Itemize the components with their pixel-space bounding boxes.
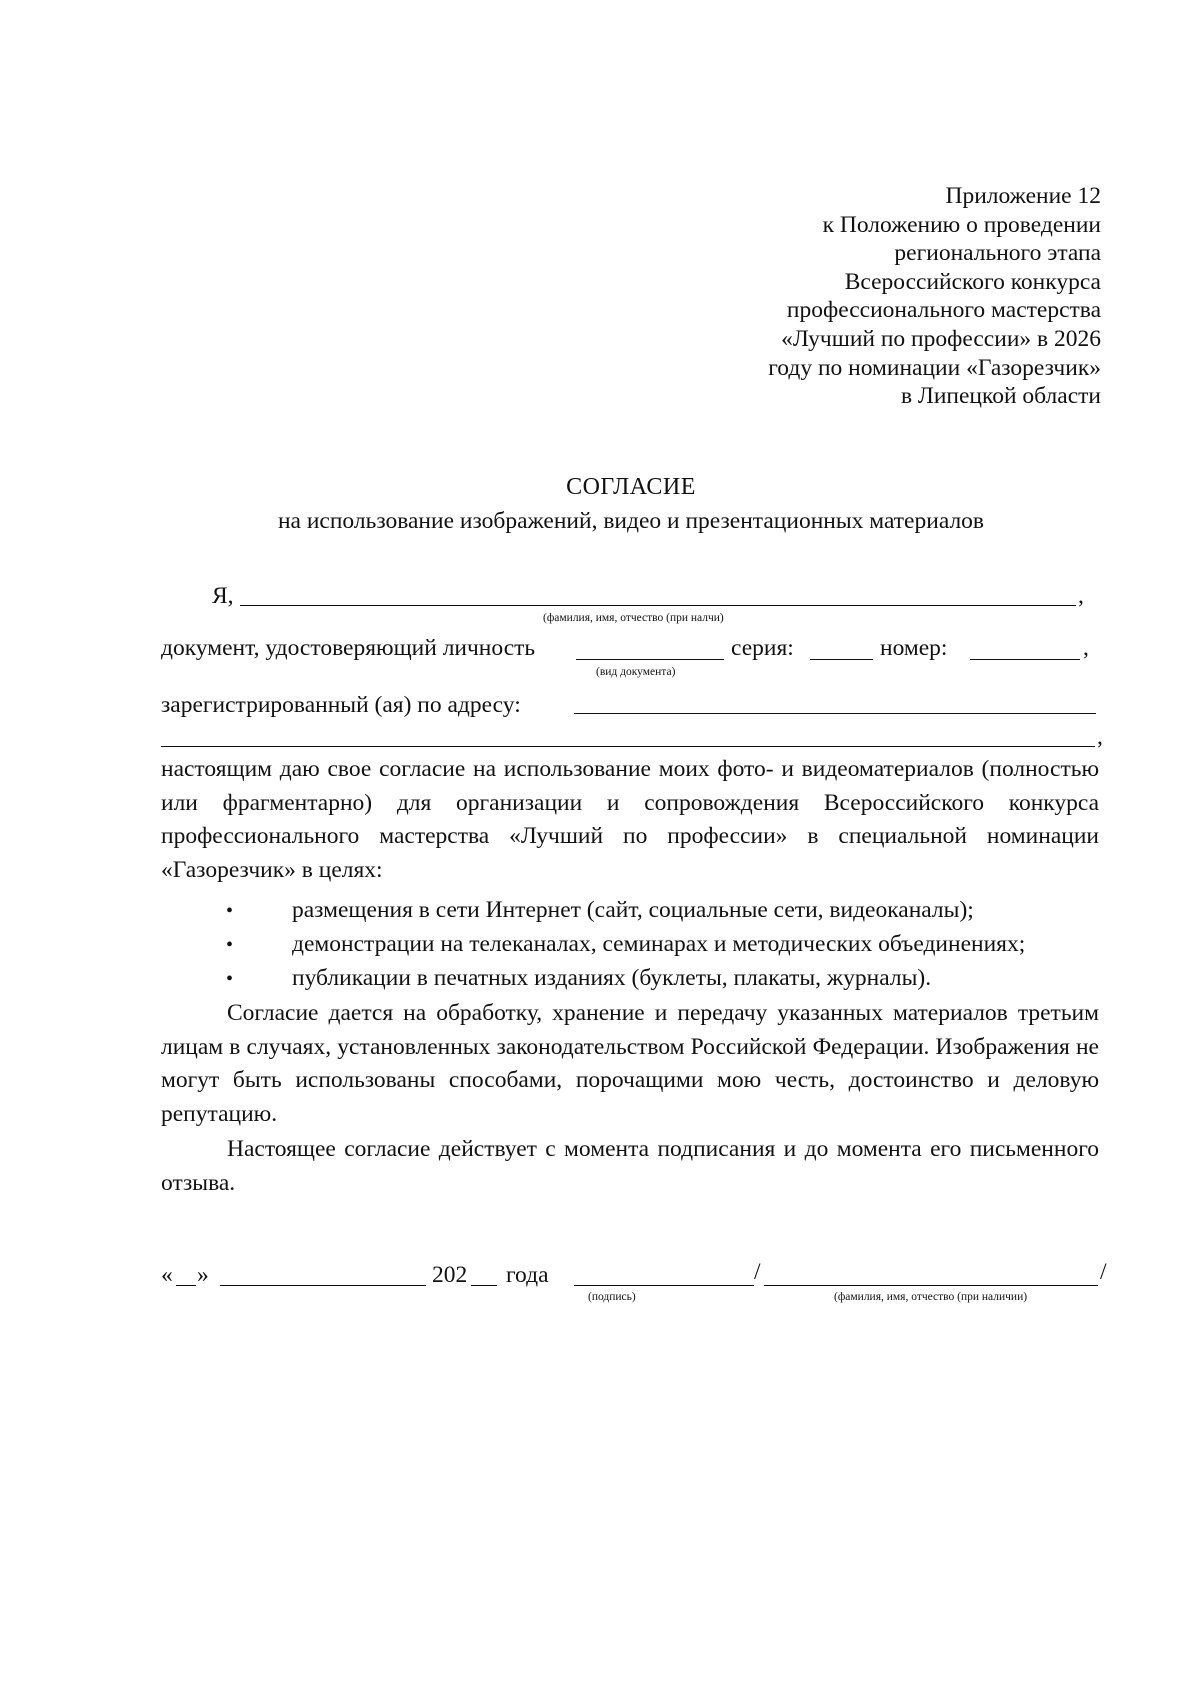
signer-name-caption: (фамилия, имя, отчество (при наличии) [834, 1291, 1028, 1303]
purpose-list-item: демонстрации на телеканалах, семинарах и методических объединениях; [292, 931, 1026, 957]
number-field[interactable] [970, 659, 1080, 660]
bullet-icon: • [226, 934, 234, 956]
annex-line: регионального этапа [894, 240, 1101, 267]
address-field-line-2[interactable] [161, 746, 1095, 747]
comma: , [1078, 583, 1084, 609]
signature-caption: (подпись) [588, 1291, 636, 1303]
full-name-caption: (фамилия, имя, отчество (при налчи) [543, 612, 724, 624]
validity-text: Настоящее согласие действует с момента подписания и до момента его письменного отзыва. [161, 1136, 1099, 1196]
document-type-caption: (вид документа) [596, 666, 676, 678]
comma: , [1083, 635, 1089, 661]
annex-line: в Липецкой области [900, 383, 1101, 410]
document-type-field[interactable] [576, 659, 724, 660]
bullet-icon: • [226, 968, 234, 990]
annex-line: профессионального мастерства [786, 297, 1101, 324]
annex-line: Всероссийского конкурса [844, 268, 1101, 295]
number-label: номер: [880, 635, 948, 661]
signature-field[interactable] [574, 1285, 754, 1286]
purpose-list-item: публикации в печатных изданиях (буклеты, плакаты, журналы). [292, 965, 932, 991]
slash: / [1100, 1259, 1107, 1285]
annex-line: Приложение 12 [945, 183, 1101, 209]
processing-paragraph [161, 997, 1099, 1131]
year-prefix: 202 [432, 1262, 468, 1288]
id-document-label: документ, удостоверяющий личность [161, 635, 536, 661]
date-close-quote: » [197, 1262, 209, 1288]
date-open-quote: « [161, 1262, 173, 1288]
signer-name-field[interactable] [764, 1285, 1098, 1286]
address-label: зарегистрированный (ая) по адресу: [161, 692, 521, 718]
annex-line: году по номинации «Газорезчик» [768, 354, 1101, 381]
i-label: Я, [212, 583, 234, 609]
series-label: серия: [731, 635, 794, 661]
month-field[interactable] [220, 1285, 426, 1286]
full-name-field[interactable] [240, 605, 1076, 606]
validity-paragraph [161, 1133, 1099, 1200]
address-field[interactable] [574, 713, 1096, 714]
bullet-icon: • [226, 900, 234, 922]
document-subtitle: на использование изображений, видео и презентационных материалов [277, 508, 985, 534]
slash: / [754, 1259, 761, 1285]
annex-line: «Лучший по профессии» в 2026 [781, 325, 1101, 352]
purpose-list-item: размещения в сети Интернет (сайт, социальные сети, видеоканалы); [292, 897, 974, 923]
day-field[interactable] [176, 1285, 196, 1286]
year-field[interactable] [471, 1285, 497, 1286]
annex-header [768, 182, 1101, 411]
comma: , [1097, 724, 1103, 750]
year-suffix: года [506, 1262, 549, 1288]
annex-line: к Положению о проведении [822, 211, 1101, 238]
consent-paragraph: настоящим даю свое согласие на использование моих фото- и видеоматериалов (полностью или фрагментарно) для организации и сопровождения Всероссийского конкурса профессионального мастерства «Лучший по профессии» в специальной номинации «Газорезчик» в целях: [161, 756, 1099, 883]
document-title: СОГЛАСИЕ [566, 474, 696, 500]
series-field[interactable] [810, 659, 873, 660]
processing-text: Согласие дается на обработку, хранение и передачу указанных материалов третьим лицам в случаях, установленных законодательством Российской Федерации. Изображения не могут быть использованы способами, порочащими мою честь, достоинство и деловую репутацию. [161, 1000, 1099, 1127]
